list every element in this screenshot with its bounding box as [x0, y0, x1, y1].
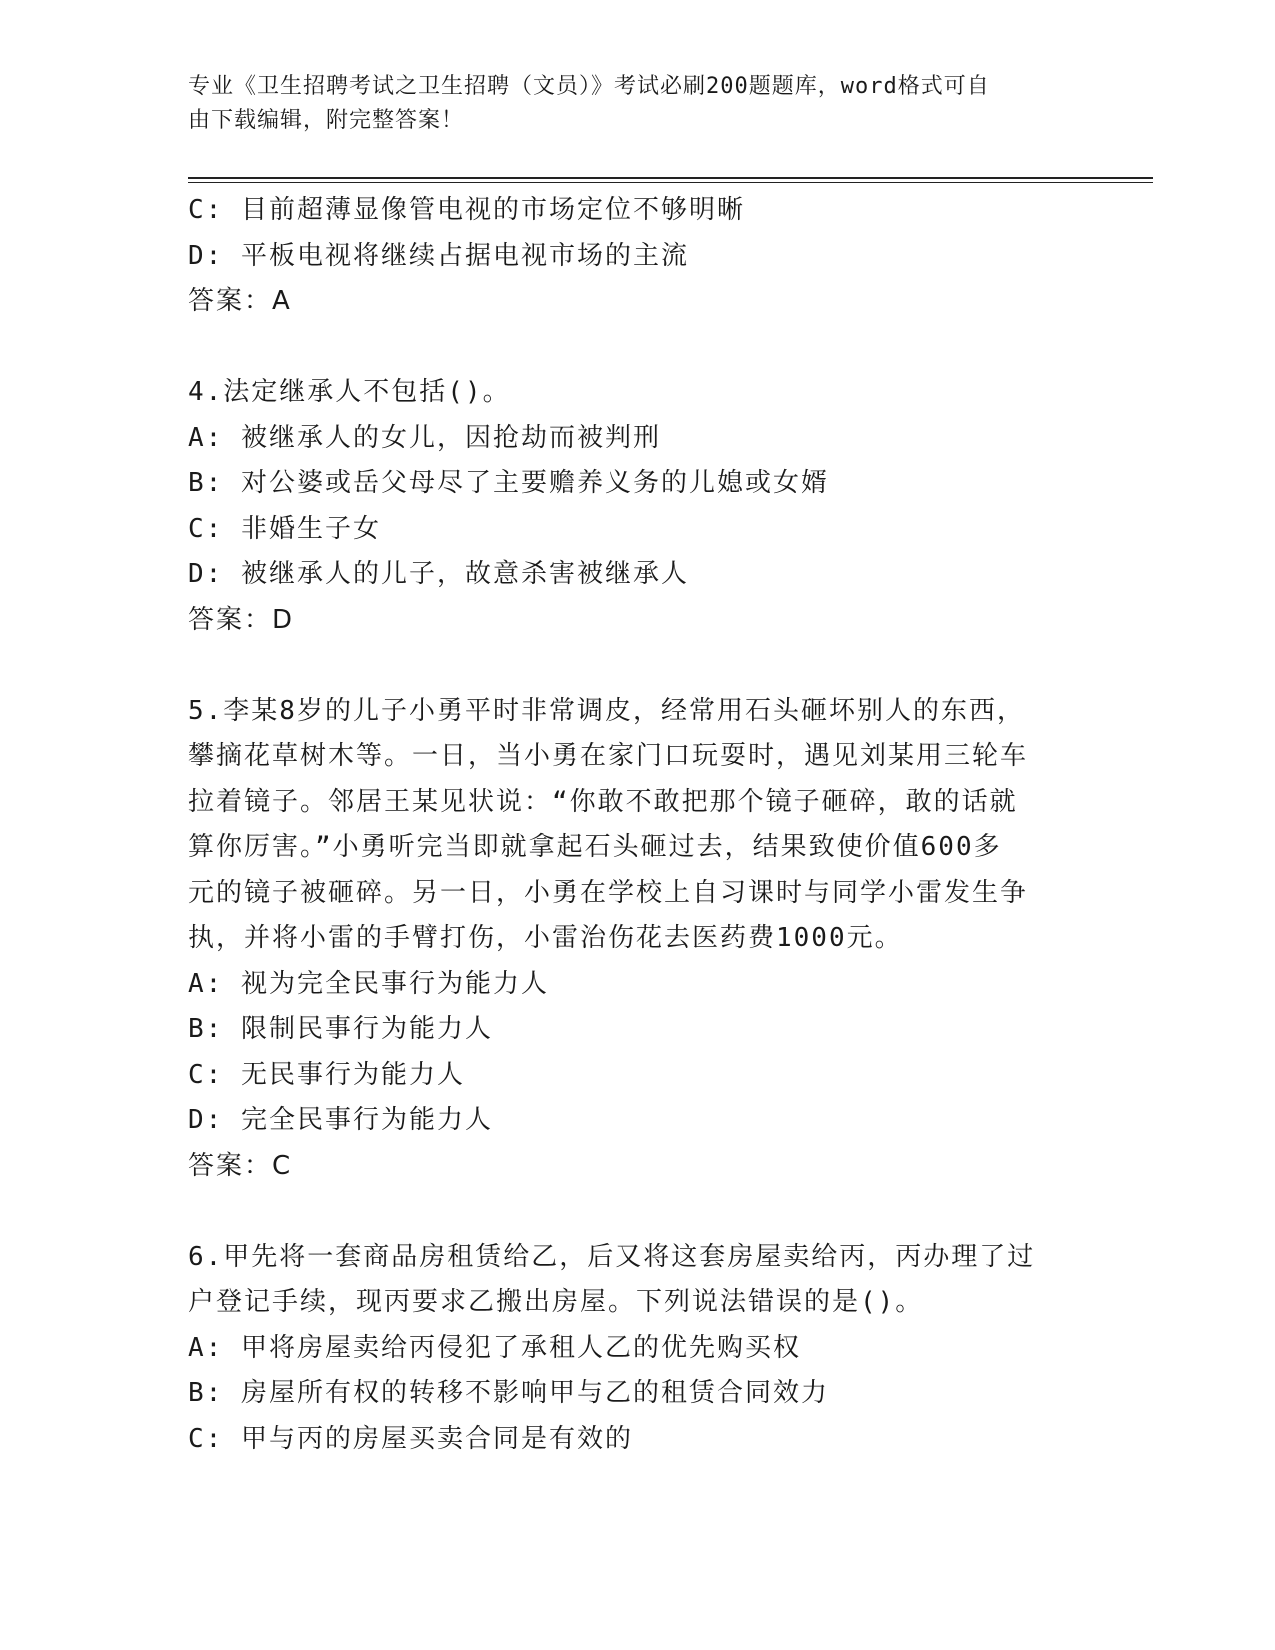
option-c: C: 目前超薄显像管电视的市场定位不够明晰	[188, 195, 745, 225]
spacer	[188, 643, 1058, 689]
question-stem-line: 6.甲先将一套商品房租赁给乙，后又将这套房屋卖给丙，丙办理了过	[188, 1241, 1036, 1272]
question-stem-line: 户登记手续，现丙要求乙搬出房屋。下列说法错误的是()。	[188, 1287, 924, 1317]
question-stem-line: 元的镜子被砸碎。另一日，小勇在学校上自习课时与同学小雷发生争	[188, 877, 1029, 908]
question-stem-line: 算你厉害。”小勇听完当即就拿起石头砸过去，结果致使价值600多	[188, 832, 1002, 862]
question-stem-line: 5.李某8岁的儿子小勇平时非常调皮，经常用石头砸坏别人的东西，	[188, 695, 1025, 726]
option-d: D: 被继承人的儿子，故意杀害被继承人	[188, 559, 689, 589]
option-c: C: 甲与丙的房屋买卖合同是有效的	[188, 1423, 633, 1454]
header-line-2: 由下载编辑，附完整答案！	[188, 108, 465, 133]
header-divider-thick	[188, 177, 1153, 179]
question-list	[188, 188, 1058, 1462]
option-d: D: 平板电视将继续占据电视市场的主流	[188, 240, 689, 271]
answer-label: 答案：C	[188, 1150, 293, 1181]
page-header	[188, 70, 1068, 138]
question-stem-line: 拉着镜子。邻居王某见状说：“你敢不敢把那个镜子砸碎，敢的话就	[188, 786, 1018, 817]
question-3	[188, 188, 1058, 325]
option-c: C: 无民事行为能力人	[188, 1059, 465, 1090]
question-5	[188, 689, 1058, 1190]
spacer	[188, 325, 1058, 371]
header-line-1: 专业《卫生招聘考试之卫生招聘（文员）》考试必刷200题题库，word格式可自	[188, 74, 990, 99]
option-c: C: 非婚生子女	[188, 513, 381, 544]
option-d: D: 完全民事行为能力人	[188, 1105, 493, 1135]
question-stem-line: 执，并将小雷的手臂打伤，小雷治伤花去医药费1000元。	[188, 923, 903, 953]
question-stem-line: 攀摘花草树木等。一日，当小勇在家门口玩耍时，遇见刘某用三轮车	[188, 741, 1029, 771]
header-divider-thin	[188, 182, 1153, 183]
spacer	[188, 1189, 1058, 1235]
option-b: B: 限制民事行为能力人	[188, 1014, 493, 1044]
option-b: B: 对公婆或岳父母尽了主要赡养义务的儿媳或女婿	[188, 468, 829, 498]
option-b: B: 房屋所有权的转移不影响甲与乙的租赁合同效力	[188, 1378, 829, 1408]
option-a: A: 被继承人的女儿，因抢劫而被判刑	[188, 422, 661, 453]
answer-label: 答案：D	[188, 604, 295, 635]
question-6	[188, 1235, 1058, 1463]
option-a: A: 视为完全民事行为能力人	[188, 968, 549, 999]
option-a: A: 甲将房屋卖给丙侵犯了承租人乙的优先购买权	[188, 1332, 801, 1363]
answer-label: 答案：A	[188, 286, 292, 316]
question-4	[188, 370, 1058, 643]
question-stem: 4.法定继承人不包括()。	[188, 377, 511, 407]
